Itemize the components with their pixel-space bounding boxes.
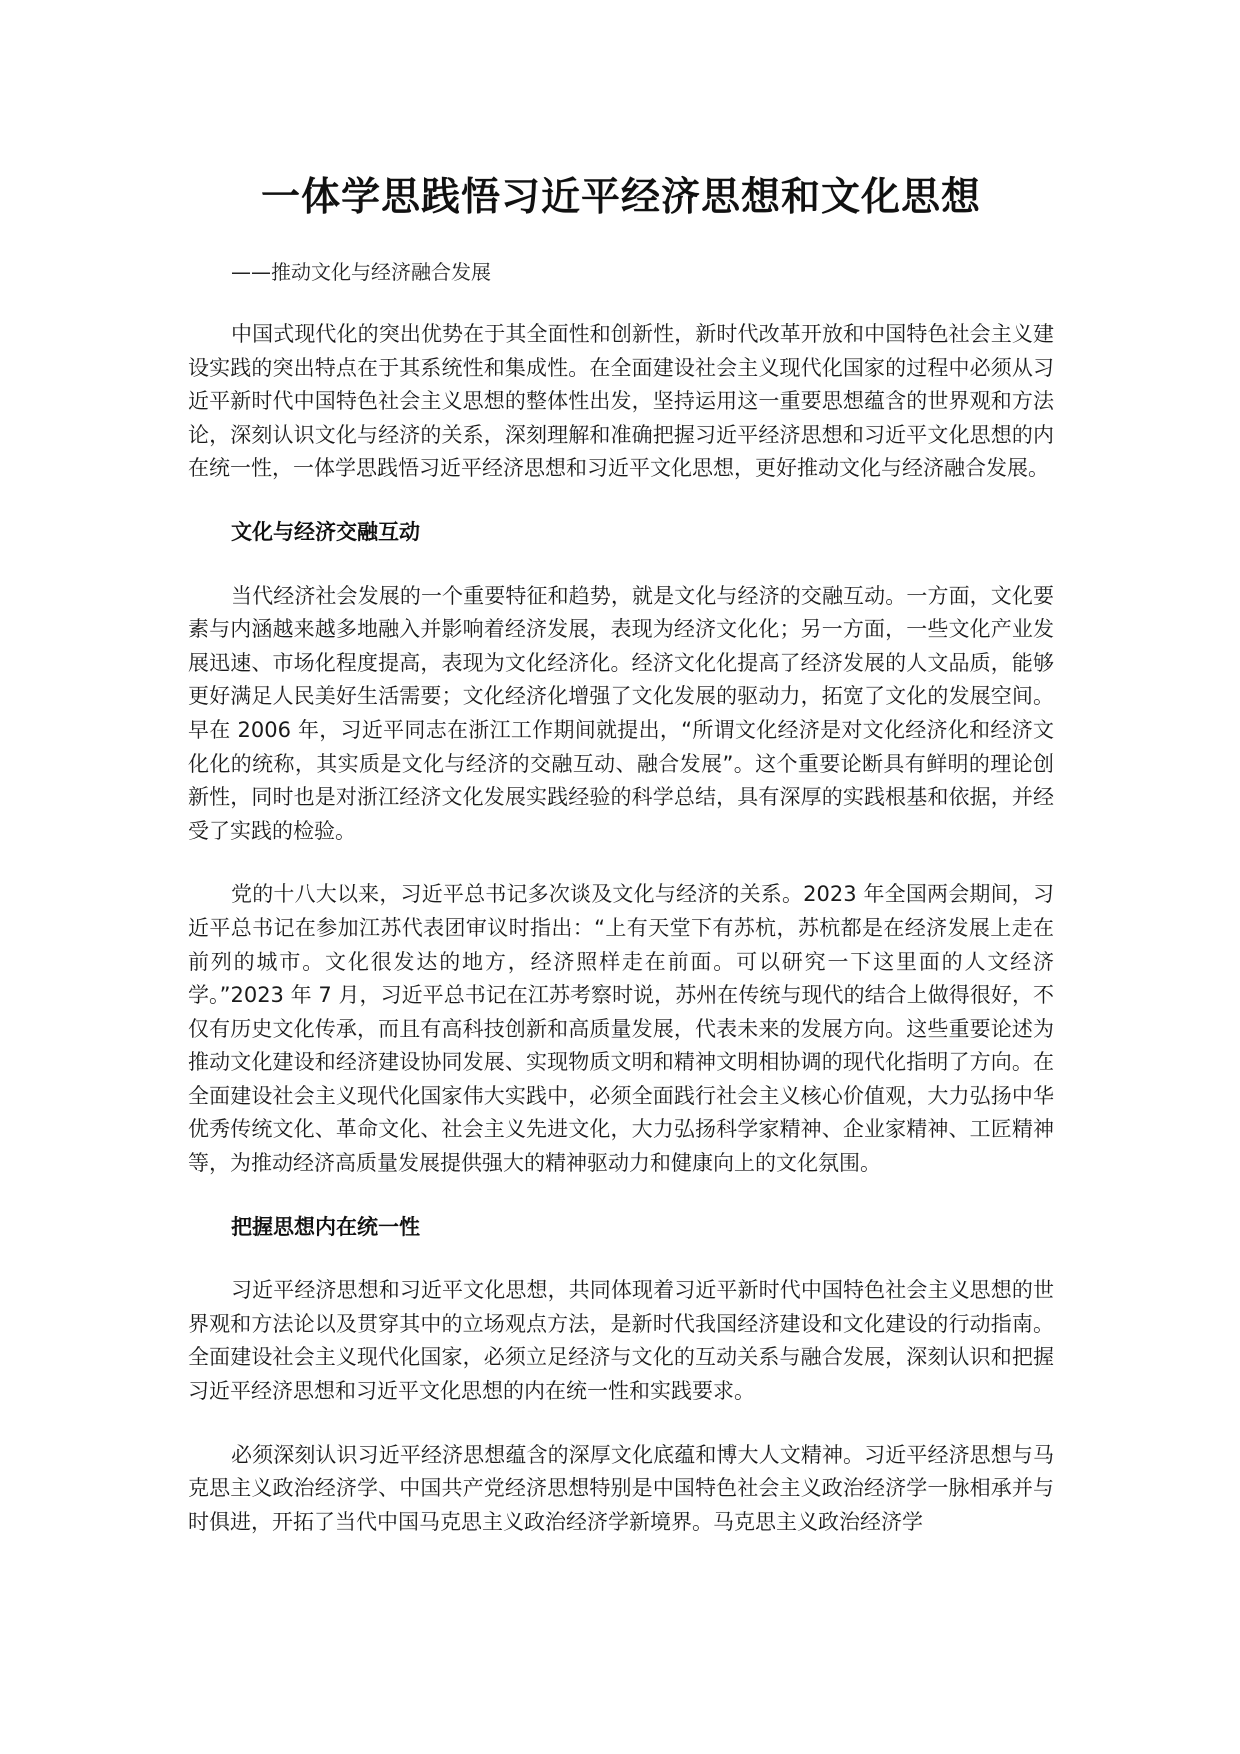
body-paragraph: 必须深刻认识习近平经济思想蕴含的深厚文化底蕴和博大人文精神。习近平经济思想与马克思主义政治经济学、中国共产党经济思想特别是中国特色社会主义政治经济学一脉相承并与时俱进，开拓了当代中国马克思主义政治经济学新境界。马克思主义政治经济学 [188,1442,1054,1534]
section-heading: 文化与经济交融互动 [231,519,420,544]
section-inner-unity [188,1211,1054,1540]
document-title: 一体学思践悟习近平经济思想和文化思想 [260,175,981,220]
section-culture-economy [188,516,1054,1181]
section-heading: 把握思想内在统一性 [231,1214,420,1239]
body-paragraph: 党的十八大以来，习近平总书记多次谈及文化与经济的关系。2023 年全国两会期间，习近平总书记在参加江苏代表团审议时指出：“上有天堂下有苏杭，苏杭都是在经济发展上走在前列的城市。文化很发达的地方，经济照样走在前面。可以研究一下这里面的人文经济学。”2023 年 7 月，习近平总书记在江苏考察时说，苏州在传统与现代的结合上做得很好，不仅有历史文化传承，而且有高科技创新和高质量发展，代表未来的发展方向。这些重要论述为推动文化建设和经济建设协同发展、实现物质文明和精神文明相协调的现代化指明了方向。在全面建设社会主义现代化国家伟大实践中，必须全面践行社会主义核心价值观，大力弘扬中华优秀传统文化、革命文化、社会主义先进文化，大力弘扬科学家精神、企业家精神、工匠精神等，为推动经济高质量发展提供强大的精神驱动力和健康向上的文化氛围。 [188,882,1054,1176]
document-subtitle: ——推动文化与经济融合发展 [231,260,491,284]
document-page [188,168,1054,1539]
body-paragraph: 习近平经济思想和习近平文化思想，共同体现着习近平新时代中国特色社会主义思想的世界观和方法论以及贯穿其中的立场观点方法，是新时代我国经济建设和文化建设的行动指南。全面建设社会主义现代化国家，必须立足经济与文化的互动关系与融合发展，深刻认识和把握习近平经济思想和习近平文化思想的内在统一性和实践要求。 [188,1278,1054,1404]
intro-paragraph: 中国式现代化的突出优势在于其全面性和创新性，新时代改革开放和中国特色社会主义建设实践的突出特点在于其系统性和集成性。在全面建设社会主义现代化国家的过程中必须从习近平新时代中国特色社会主义思想的整体性出发，坚持运用这一重要思想蕴含的世界观和方法论，深刻认识文化与经济的关系，深刻理解和准确把握习近平经济思想和习近平文化思想的内在统一性，一体学思践悟习近平经济思想和习近平文化思想，更好推动文化与经济融合发展。 [188,322,1054,481]
body-paragraph: 当代经济社会发展的一个重要特征和趋势，就是文化与经济的交融互动。一方面，文化要素与内涵越来越多地融入并影响着经济发展，表现为经济文化化；另一方面，一些文化产业发展迅速、市场化程度提高，表现为文化经济化。经济文化化提高了经济发展的人文品质，能够更好满足人民美好生活需要；文化经济化增强了文化发展的驱动力，拓宽了文化的发展空间。早在 2006 年，习近平同志在浙江工作期间就提出，“所谓文化经济是对文化经济化和经济文化化的统称，其实质是文化与经济的交融互动、融合发展”。这个重要论断具有鲜明的理论创新性，同时也是对浙江经济文化发展实践经验的科学总结，具有深厚的实践根基和依据，并经受了实践的检验。 [188,583,1054,843]
